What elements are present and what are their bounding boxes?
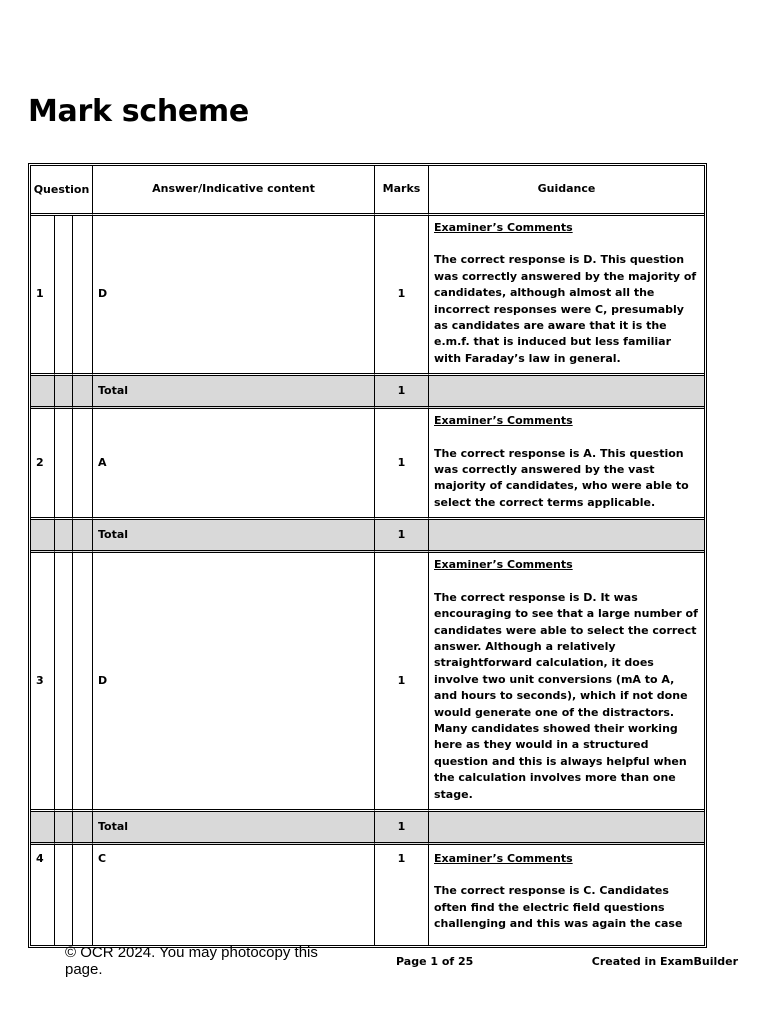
total-row <box>31 376 704 409</box>
question-number: 4 <box>31 845 55 945</box>
table-row <box>31 553 704 812</box>
header-marks: Marks <box>375 166 429 216</box>
examiners-comment-text: The correct response is D. This question was correctly answered by the majority of candidates, although almost all the incorrect responses were C, presumably as candidates are aware that it is the e.m.f. that is induced but less familiar with Faraday’s law in general. <box>434 253 697 365</box>
header-answer: Answer/Indicative content <box>93 166 375 216</box>
total-label: Total <box>93 520 375 553</box>
question-number: 3 <box>31 553 55 812</box>
examiners-comment-text: The correct response is C. Candidates often find the electric field questions challenging and this was again the case <box>434 884 683 931</box>
guidance-cell <box>429 845 704 945</box>
sub-sub-part-cell <box>73 845 93 945</box>
table-row <box>31 216 704 376</box>
mark-scheme-table <box>28 163 707 948</box>
question-number: 1 <box>31 216 55 376</box>
footer-page-number: Page 1 of 25 <box>396 955 474 968</box>
sub-part-cell <box>55 553 73 812</box>
sub-sub-part-cell <box>73 409 93 520</box>
footer-created-in: Created in ExamBuilder <box>591 955 738 968</box>
sub-part-cell <box>55 216 73 376</box>
question-number: 2 <box>31 409 55 520</box>
marks-cell: 1 <box>375 409 429 520</box>
total-marks: 1 <box>375 376 429 409</box>
guidance-cell <box>429 216 704 376</box>
answer-cell: C <box>93 845 375 945</box>
total-label: Total <box>93 812 375 845</box>
answer-cell: D <box>93 553 375 812</box>
examiners-comment-text: The correct response is A. This question was correctly answered by the vast majority of candidates, who were able to select the correct terms applicable. <box>434 446 689 509</box>
sub-part-cell <box>55 409 73 520</box>
header-row <box>31 166 704 216</box>
total-marks: 1 <box>375 812 429 845</box>
answer-cell: A <box>93 409 375 520</box>
footer-copyright: © OCR 2024. You may photocopy this page. <box>65 944 318 978</box>
table-row <box>31 845 704 945</box>
table-row <box>31 409 704 520</box>
marks-cell: 1 <box>375 553 429 812</box>
header-guidance: Guidance <box>429 166 704 216</box>
answer-cell: D <box>93 216 375 376</box>
sub-sub-part-cell <box>73 216 93 376</box>
examiners-comments-heading: Examiner’s Comments <box>434 558 573 572</box>
sub-part-cell <box>55 845 73 945</box>
examiners-comments-heading: Examiner’s Comments <box>434 851 573 865</box>
guidance-cell <box>429 409 704 520</box>
page-title: Mark scheme <box>28 94 249 129</box>
marks-cell: 1 <box>375 216 429 376</box>
examiners-comment-text: The correct response is D. It was encouraging to see that a large number of candidates were able to select the correct answer. Although a relatively straightforward calculation, it does involve two unit conversions (mA to A, and hours to seconds), which if not done would generate one of the distractors. Many candidates showed their working here as they would in a structured question and this is always helpful when the calculation involves more than one stage. <box>434 590 698 801</box>
total-row <box>31 812 704 845</box>
examiners-comments-heading: Examiner’s Comments <box>434 221 573 234</box>
sub-sub-part-cell <box>73 553 93 812</box>
total-label: Total <box>93 376 375 409</box>
marks-cell: 1 <box>375 845 429 945</box>
total-row <box>31 520 704 553</box>
header-question: Question <box>31 166 93 216</box>
guidance-cell <box>429 553 704 812</box>
examiners-comments-heading: Examiner’s Comments <box>434 414 573 428</box>
total-marks: 1 <box>375 520 429 553</box>
